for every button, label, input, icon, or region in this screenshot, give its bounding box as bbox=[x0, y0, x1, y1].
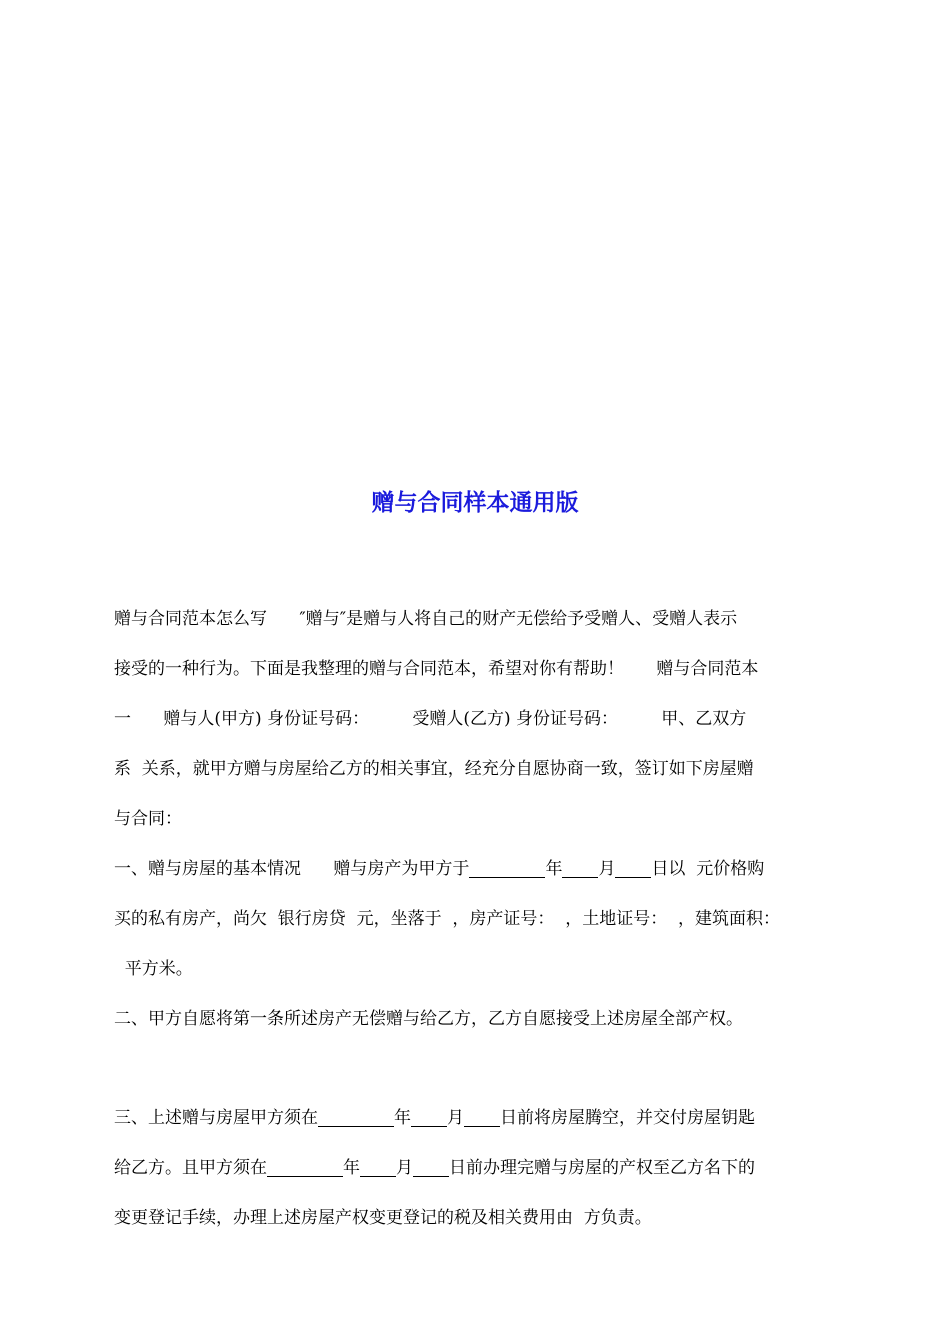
blank-field[interactable] bbox=[318, 1106, 394, 1127]
year-label: 年 bbox=[343, 1158, 360, 1178]
clause-text: 三、上述赠与房屋甲方须在 bbox=[114, 1108, 318, 1128]
clause-line: 变更登记手续，办理上述房屋产权变更登记的税及相关费用由 方负责。 bbox=[114, 1208, 652, 1228]
blank-field[interactable] bbox=[411, 1106, 447, 1127]
blank-field[interactable] bbox=[464, 1106, 500, 1127]
year-label: 年 bbox=[545, 859, 563, 879]
clause-line bbox=[114, 1143, 840, 1193]
intro-line: 赠与合同范本怎么写 ″赠与″是赠与人将自己的财产无偿给予受赠人、受赠人表示 bbox=[114, 609, 738, 629]
blank-field[interactable] bbox=[360, 1156, 396, 1177]
intro-paragraph bbox=[114, 594, 840, 844]
clause-line: 买的私有房产，尚欠 银行房贷 元，坐落于 ，房产证号： ，土地证号： ，建筑面积： bbox=[114, 909, 781, 929]
month-label: 月 bbox=[396, 1158, 413, 1178]
month-label: 月 bbox=[447, 1108, 464, 1128]
clause-line: 二、甲方自愿将第一条所述房产无偿赠与给乙方，乙方自愿接受上述房屋全部产权。 bbox=[114, 1009, 743, 1029]
blank-field[interactable] bbox=[562, 857, 598, 878]
clause-3 bbox=[114, 1093, 840, 1243]
clause-line bbox=[114, 1093, 840, 1143]
document-title: 赠与合同样本通用版 bbox=[371, 490, 579, 516]
clause-text: 给乙方。且甲方须在 bbox=[114, 1158, 267, 1178]
clause-line bbox=[114, 844, 840, 894]
intro-line: 与合同： bbox=[114, 809, 182, 829]
blank-field[interactable] bbox=[615, 857, 651, 878]
intro-line: 一 赠与人(甲方) 身份证号码： 受赠人(乙方) 身份证号码： 甲、乙双方 bbox=[114, 709, 747, 729]
clause-line: 平方米。 bbox=[114, 959, 193, 979]
clause-text: 日前将房屋腾空，并交付房屋钥匙 bbox=[500, 1108, 755, 1128]
clause-text: 日以 元价格购 bbox=[651, 859, 765, 879]
blank-field[interactable] bbox=[469, 857, 545, 878]
clause-1 bbox=[114, 844, 840, 994]
clause-text: 日前办理完赠与房屋的产权至乙方名下的 bbox=[449, 1158, 755, 1178]
month-label: 月 bbox=[598, 859, 616, 879]
intro-line: 系 关系，就甲方赠与房屋给乙方的相关事宜，经充分自愿协商一致，签订如下房屋赠 bbox=[114, 759, 754, 779]
clause-2 bbox=[114, 994, 840, 1044]
intro-line: 接受的一种行为。下面是我整理的赠与合同范本，希望对你有帮助！ 赠与合同范本 bbox=[114, 659, 759, 679]
clause-text: 一、赠与房屋的基本情况 赠与房产为甲方于 bbox=[114, 859, 470, 879]
year-label: 年 bbox=[394, 1108, 411, 1128]
blank-field[interactable] bbox=[413, 1156, 449, 1177]
blank-field[interactable] bbox=[267, 1156, 343, 1177]
